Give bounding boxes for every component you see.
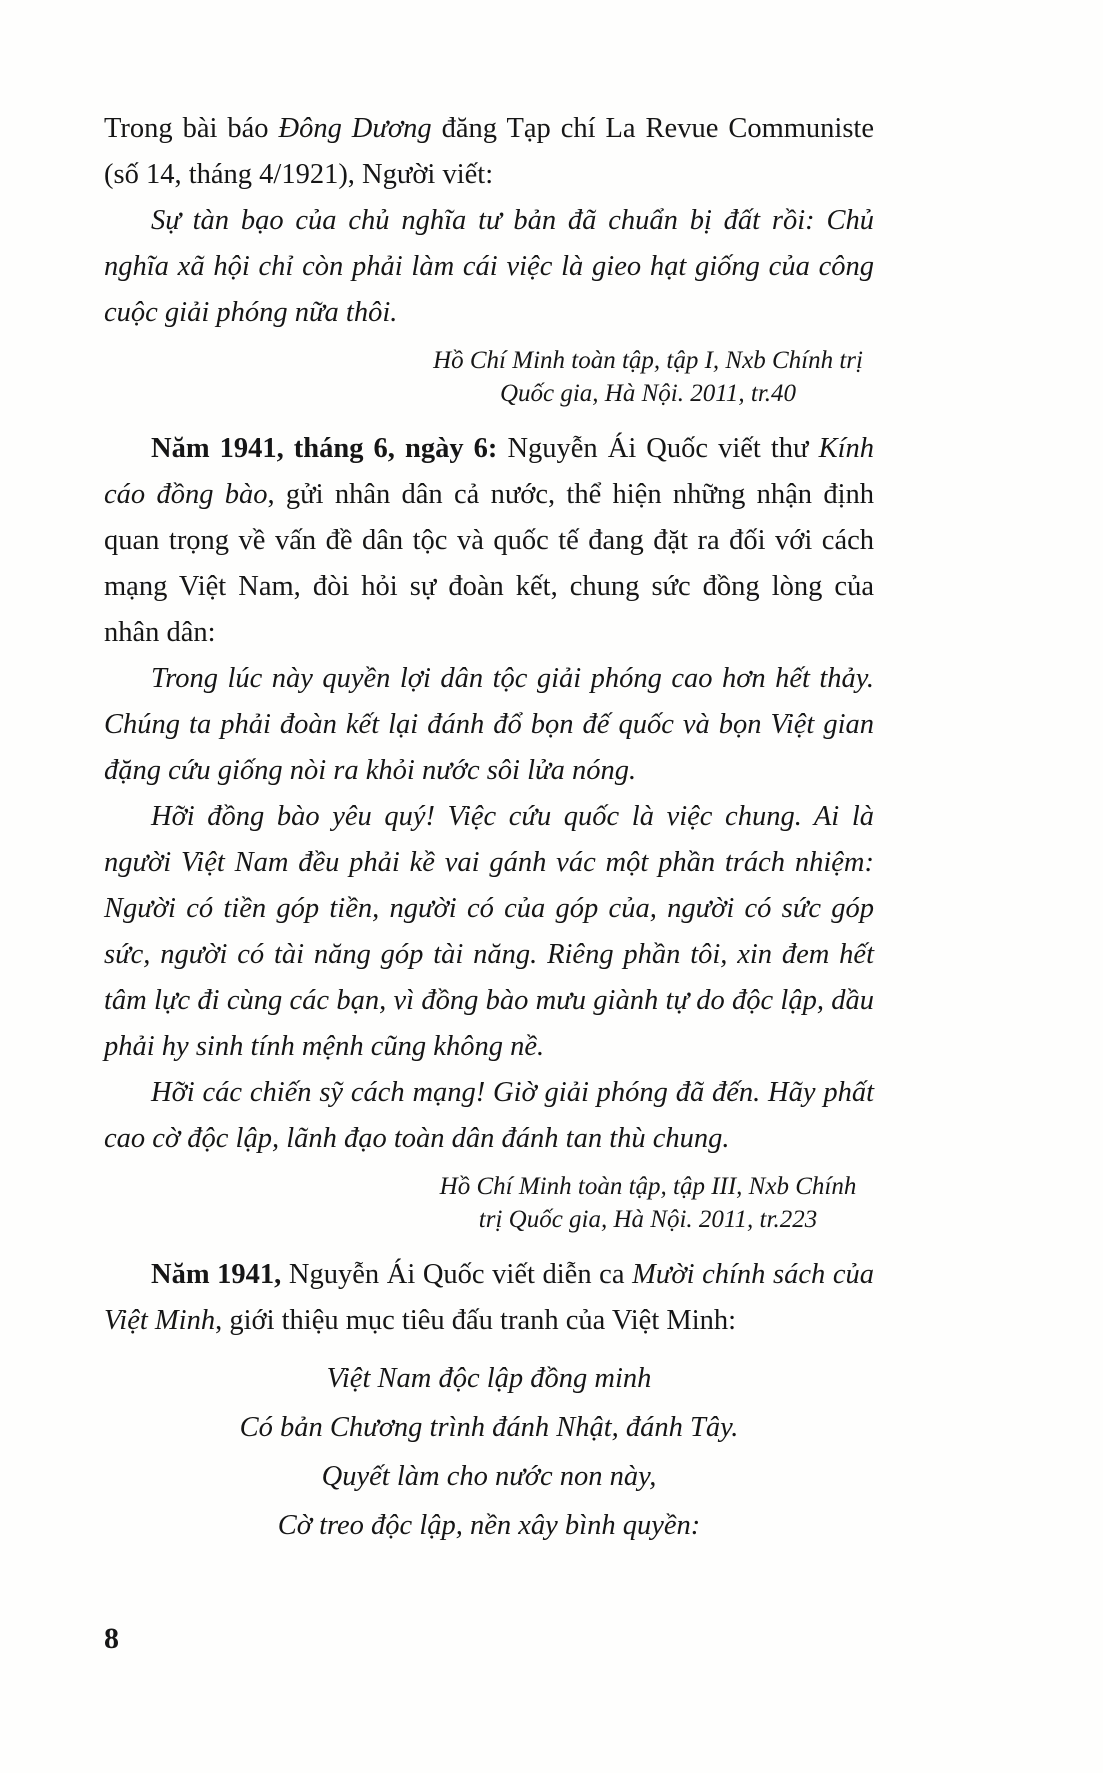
verse-line: Có bản Chương trình đánh Nhật, đánh Tây. bbox=[239, 1412, 739, 1443]
verse-line: Quyết làm cho nước non này, bbox=[321, 1461, 657, 1492]
text-run: , giới thiệu mục tiêu đấu tranh của Việt Minh: bbox=[215, 1305, 737, 1336]
page-number: 8 bbox=[104, 1622, 119, 1655]
verse-line: Việt Nam độc lập đồng minh bbox=[326, 1363, 652, 1394]
text-run: Nguyễn Ái Quốc viết thư bbox=[507, 433, 819, 464]
text-run: , gửi nhân dân cả nước, thể hiện những nhận định quan trọng về vấn đề dân tộc và quốc tế đang đặt ra đối với cách mạng Việt Nam, đòi hỏi sự đoàn kết, chung sức đồng lòng của nhân dân: bbox=[104, 479, 874, 648]
quote-paragraph bbox=[104, 656, 874, 794]
paragraph bbox=[104, 1252, 874, 1344]
quote-paragraph bbox=[104, 1070, 874, 1162]
verse-line: Cờ treo độc lập, nền xây bình quyền: bbox=[277, 1510, 701, 1541]
text-run: Hỡi đồng bào yêu quý! Việc cứu quốc là việc chung. Ai là người Việt Nam đều phải kề vai gánh vác một phần trách nhiệm: Người có tiền góp tiền, người có của góp của, người có sức góp sức, người có tài năng góp tài năng. Riêng phần tôi, xin đem hết tâm lực đi cùng các bạn, vì đồng bào mưu giành tự do độc lập, dầu phải hy sinh tính mệnh cũng không nề. bbox=[104, 801, 874, 1062]
citation-line: Hồ Chí Minh toàn tập, tập III, Nxb Chính bbox=[439, 1173, 857, 1200]
text-run: Hỡi các chiến sỹ cách mạng! Giờ giải phóng đã đến. Hãy phất cao cờ độc lập, lãnh đạo toàn dân đánh tan thù chung. bbox=[104, 1077, 874, 1154]
citation-line: Hồ Chí Minh toàn tập, tập I, Nxb Chính trị bbox=[433, 347, 863, 374]
text-run: Nguyễn Ái Quốc viết diễn ca bbox=[288, 1259, 633, 1290]
quote-paragraph bbox=[104, 198, 874, 336]
quote-paragraph bbox=[104, 794, 874, 1070]
text-run: Đông Dương bbox=[278, 113, 432, 144]
text-column bbox=[104, 106, 874, 1550]
source-citation bbox=[422, 344, 874, 410]
text-run: Trong lúc này quyền lợi dân tộc giải phóng cao hơn hết thảy. Chúng ta phải đoàn kết lại đánh đổ bọn đế quốc và bọn Việt gian đặng cứu giống nòi ra khỏi nước sôi lửa nóng. bbox=[104, 663, 874, 786]
text-run: Mười chính sách của Việt Minh bbox=[104, 1259, 874, 1336]
citation-line: trị Quốc gia, Hà Nội. 2011, tr.223 bbox=[478, 1206, 818, 1233]
text-run: Năm 1941, tháng 6, ngày 6: bbox=[151, 433, 508, 464]
paragraph bbox=[104, 426, 874, 656]
verse bbox=[104, 1354, 874, 1550]
text-run: Sự tàn bạo của chủ nghĩa tư bản đã chuẩn bị đất rồi: Chủ nghĩa xã hội chỉ còn phải làm cái việc là gieo hạt giống của công cuộc giải phóng nữa thôi. bbox=[104, 205, 874, 328]
source-citation bbox=[422, 1170, 874, 1236]
text-run: Năm 1941, bbox=[151, 1259, 289, 1290]
paragraph bbox=[104, 106, 874, 198]
text-run: Kính cáo đồng bào bbox=[104, 433, 874, 510]
text-run: đăng Tạp chí La Revue Communiste (số 14, tháng 4/1921), Người viết: bbox=[104, 113, 874, 190]
text-run: Trong bài báo bbox=[104, 113, 279, 144]
citation-line: Quốc gia, Hà Nội. 2011, tr.40 bbox=[499, 380, 797, 407]
